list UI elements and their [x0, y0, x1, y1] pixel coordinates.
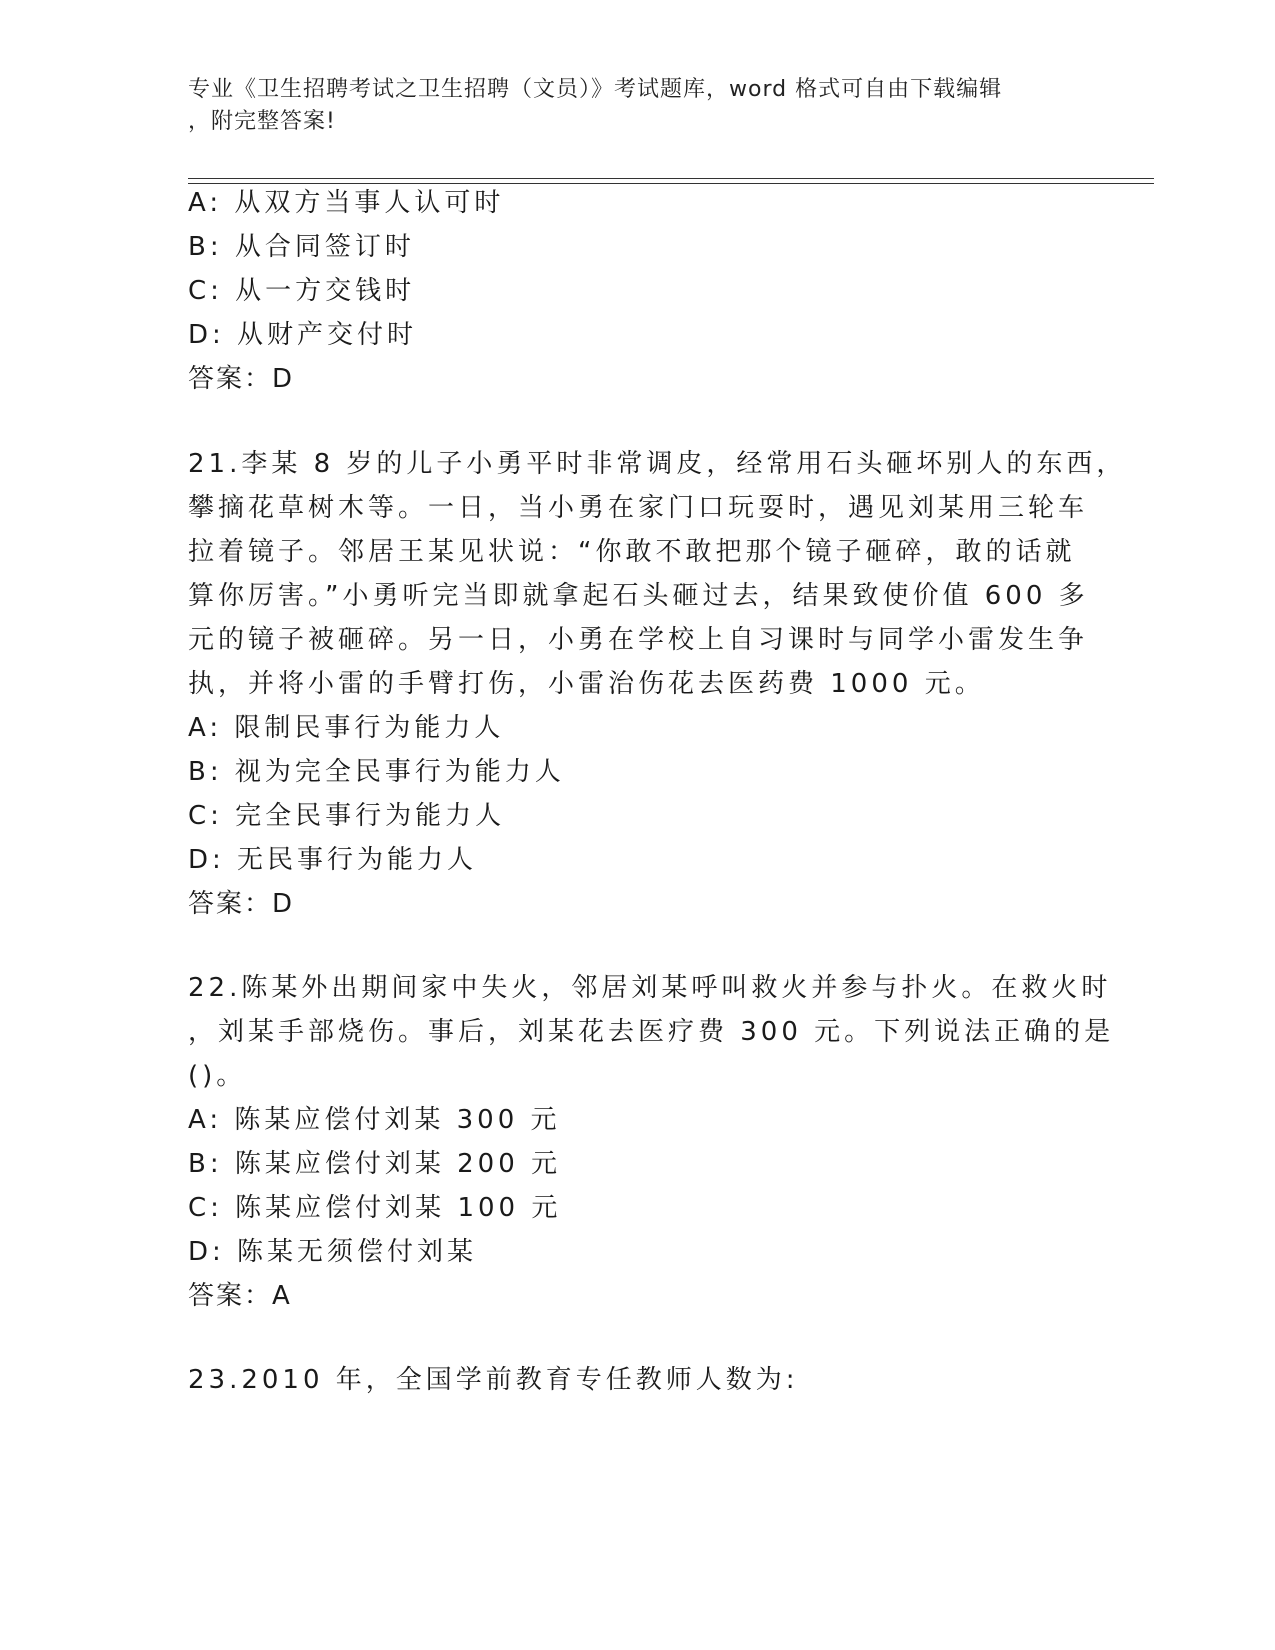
- q22-option-a: A: 陈某应偿付刘某 300 元: [188, 1105, 561, 1135]
- q22-stem-line-2: ，刘某手部烧伤。事后，刘某花去医疗费 300 元。下列说法正确的是: [188, 1017, 1115, 1047]
- q21-stem-line-4: 算你厉害。”小勇听完当即就拿起石头砸过去，结果致使价值 600 多: [188, 581, 1089, 611]
- q21-option-b: B: 视为完全民事行为能力人: [188, 757, 565, 787]
- q22-stem-line-3: ()。: [188, 1061, 247, 1091]
- q21-option-a: A: 限制民事行为能力人: [188, 713, 505, 743]
- q21-stem-line-1: 21.李某 8 岁的儿子小勇平时非常调皮，经常用石头砸坏别人的东西，: [188, 449, 1127, 479]
- q21-stem-line-2: 攀摘花草树木等。一日，当小勇在家门口玩耍时，遇见刘某用三轮车: [188, 493, 1089, 523]
- q22-option-b: B: 陈某应偿付刘某 200 元: [188, 1149, 562, 1179]
- q20-option-b: B: 从合同签订时: [188, 232, 415, 262]
- q22-option-c: C: 陈某应偿付刘某 100 元: [188, 1193, 562, 1223]
- document-header: [188, 74, 1068, 138]
- q22-option-d: D: 陈某无须偿付刘某: [188, 1237, 478, 1267]
- q21-option-c: C: 完全民事行为能力人: [188, 801, 506, 831]
- header-divider-top: [188, 178, 1154, 179]
- q21-option-d: D: 无民事行为能力人: [188, 845, 478, 875]
- header-line-2: ，附完整答案!: [188, 109, 336, 134]
- q21-stem-line-6: 执，并将小雷的手臂打伤，小雷治伤花去医药费 1000 元。: [188, 669, 985, 699]
- header-line-1: 专业《卫生招聘考试之卫生招聘（文员）》考试题库，word 格式可自由下载编辑: [188, 77, 1003, 102]
- q21-answer: 答案：D: [188, 889, 295, 919]
- q20-option-d: D: 从财产交付时: [188, 320, 418, 350]
- q21-stem-line-3: 拉着镜子。邻居王某见状说：“你敢不敢把那个镜子砸碎，敢的话就: [188, 537, 1076, 567]
- q21-stem-line-5: 元的镜子被砸碎。另一日，小勇在学校上自习课时与同学小雷发生争: [188, 625, 1089, 655]
- q20-answer: 答案：D: [188, 364, 295, 394]
- q22-answer: 答案：A: [188, 1281, 292, 1311]
- q23-stem-line-1: 23.2010 年，全国学前教育专任教师人数为:: [188, 1365, 799, 1395]
- q20-option-a: A: 从双方当事人认可时: [188, 188, 505, 218]
- q22-stem-line-1: 22.陈某外出期间家中失火，邻居刘某呼叫救火并参与扑火。在救火时: [188, 973, 1112, 1003]
- q20-option-c: C: 从一方交钱时: [188, 276, 416, 306]
